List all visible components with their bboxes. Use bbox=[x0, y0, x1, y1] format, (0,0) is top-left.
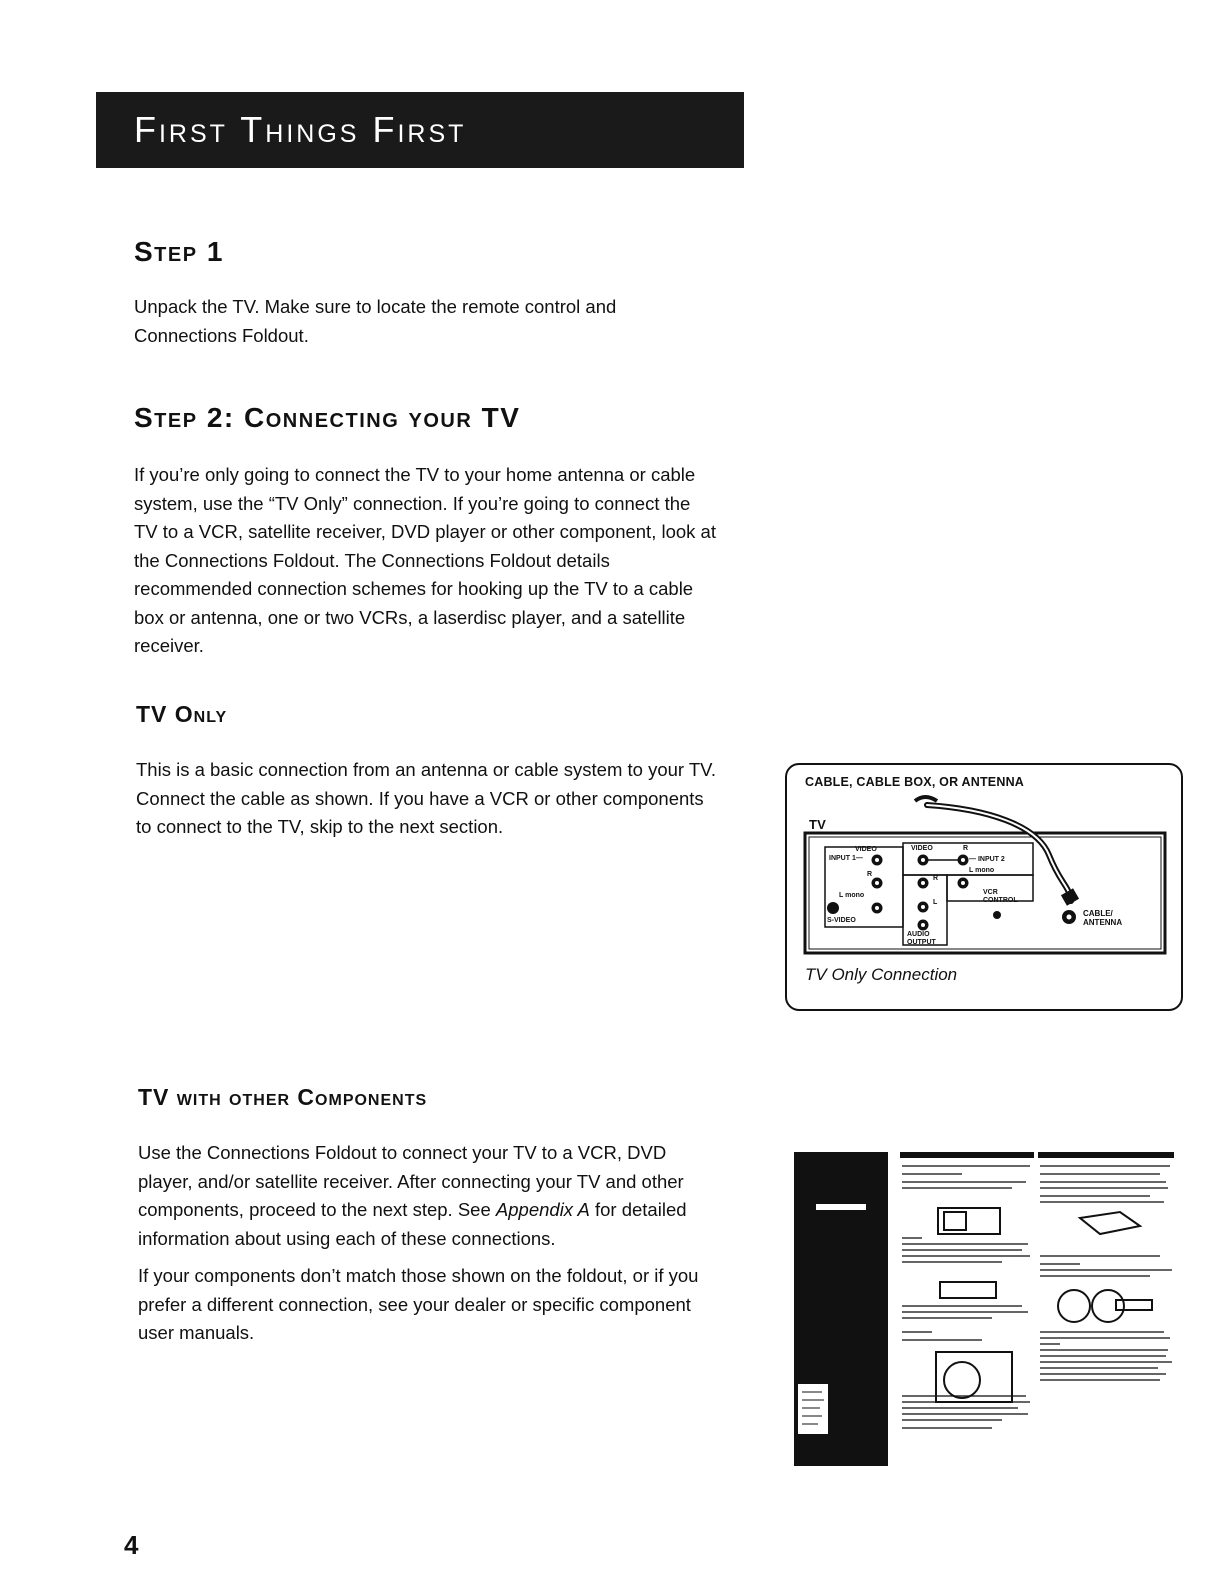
foldout-text-line bbox=[1040, 1166, 1172, 1380]
step2-heading: Step 2: Connecting your TV bbox=[134, 402, 521, 433]
foldout-vcr-icon bbox=[940, 1282, 996, 1298]
svideo-jack-icon bbox=[827, 902, 839, 914]
tv-other-line: components, proceed to the next step. See bbox=[138, 1199, 496, 1220]
vcr-control-jack-icon bbox=[993, 911, 1001, 919]
tv-other-line: If your components don’t match those shown on the foldout, or if you bbox=[138, 1265, 699, 1286]
jacks bbox=[827, 855, 1076, 931]
foldout-detail-circle-icon bbox=[1092, 1290, 1124, 1322]
step2-line: If you’re only going to connect the TV to your home antenna or cable bbox=[134, 464, 696, 485]
step1-heading: Step 1 bbox=[134, 236, 224, 267]
foldout-detail-circle-icon bbox=[1058, 1290, 1090, 1322]
step1-line: Connections Foldout. bbox=[134, 324, 309, 346]
tv-only-line: Connect the cable as shown. If you have a VCR or other components bbox=[136, 787, 704, 809]
foldout-page4-bar bbox=[1038, 1152, 1174, 1158]
step2-line: system, use the “TV Only” connection. If you’re going to connect the bbox=[134, 492, 691, 514]
appendix-reference: Appendix A bbox=[495, 1199, 590, 1220]
foldout-device-illustrations bbox=[936, 1208, 1152, 1402]
step1-paragraph bbox=[134, 293, 616, 350]
step1-line: Unpack the TV. Make sure to locate the remote control and bbox=[134, 296, 617, 317]
jack-center bbox=[875, 881, 879, 885]
jack-label-vcr-control: VCR CONTROL bbox=[983, 889, 1018, 904]
tv-other-heading: TV with other Components bbox=[138, 1084, 428, 1110]
jack-label-video2: VIDEO bbox=[911, 845, 933, 852]
jack-center bbox=[921, 881, 925, 885]
diagram-top-label: CABLE, CABLE BOX, OR ANTENNA bbox=[805, 775, 1025, 789]
jack-center bbox=[961, 858, 965, 862]
page-title-bar bbox=[96, 92, 744, 168]
jack-label-video1: VIDEO bbox=[855, 846, 877, 853]
foldout-page3-bar bbox=[900, 1152, 1034, 1158]
foldout-text-lines-col2 bbox=[1040, 1166, 1172, 1380]
tv-only-line: This is a basic connection from an antenna or cable system to your TV. bbox=[136, 759, 716, 780]
step2-line: box or antenna, one or two VCRs, a laserdisc player, and a satellite bbox=[134, 606, 686, 628]
page-title: First Things First bbox=[134, 109, 467, 150]
jack-center bbox=[1067, 915, 1072, 920]
jack-center bbox=[921, 905, 925, 909]
jack-center bbox=[875, 906, 879, 910]
step2-line: recommended connection schemes for hooking up the TV to a cable bbox=[134, 578, 694, 599]
jack-label-r1: R bbox=[867, 871, 873, 878]
tv-other-line: information about using each of these connections. bbox=[138, 1227, 556, 1249]
jack-label-svideo: S-VIDEO bbox=[827, 917, 856, 924]
tv-other-line: for detailed bbox=[589, 1199, 687, 1220]
jack-label-r2: R bbox=[963, 845, 969, 852]
jack-center bbox=[921, 923, 925, 927]
jack-label-lmono1: L mono bbox=[839, 892, 865, 899]
jack-center bbox=[875, 858, 879, 862]
cable-end-icon bbox=[915, 797, 937, 801]
jack-label-l3: L bbox=[933, 899, 938, 906]
jack-center bbox=[961, 881, 965, 885]
tv-only-connection-diagram bbox=[785, 763, 1183, 1011]
tv-only-line: to connect to the TV, skip to the next section. bbox=[136, 816, 504, 837]
jack-label-audio-output: AUDIO OUTPUT bbox=[907, 931, 936, 946]
foldout-player-icon bbox=[1116, 1300, 1152, 1310]
step2-line: the Connections Foldout. The Connections Foldout details bbox=[134, 549, 610, 571]
page-number: 4 bbox=[124, 1530, 139, 1560]
tv-other-line: player, and/or satellite receiver. After connecting your TV and other bbox=[138, 1170, 684, 1192]
jack-center bbox=[921, 858, 925, 862]
foldout-cover-logo-icon bbox=[816, 1204, 866, 1210]
tv-other-paragraph-2 bbox=[138, 1262, 698, 1348]
foldout-receiver-icon bbox=[1080, 1212, 1140, 1234]
tv-other-line: prefer a different connection, see your dealer or specific component bbox=[138, 1293, 691, 1315]
connections-foldout-thumbnail bbox=[794, 1152, 1174, 1466]
step2-paragraph bbox=[134, 461, 716, 661]
jack-label-cable-antenna: CABLE/ ANTENNA bbox=[1083, 909, 1123, 927]
foldout-jack-panel-icon bbox=[944, 1212, 966, 1230]
diagram-caption: TV Only Connection bbox=[805, 965, 958, 984]
coax-cable bbox=[927, 805, 1071, 901]
tv-only-paragraph bbox=[136, 756, 716, 842]
tv-other-paragraph-1 bbox=[138, 1139, 687, 1253]
jack-label-lmono2: L mono bbox=[969, 867, 995, 874]
cable-connector-icon bbox=[1061, 888, 1079, 905]
tv-other-line: user manuals. bbox=[138, 1322, 255, 1343]
step2-line: receiver. bbox=[134, 635, 204, 656]
jack-label-input2: — INPUT 2 bbox=[969, 856, 1005, 863]
foldout-detail-circle-icon bbox=[944, 1362, 980, 1398]
foldout-image bbox=[794, 1152, 1174, 1466]
jack-label-r3: R bbox=[933, 875, 939, 882]
diagram-tv-label: TV bbox=[809, 817, 827, 832]
step2-line: TV to a VCR, satellite receiver, DVD player or other component, look at bbox=[134, 521, 716, 542]
tv-other-line: Use the Connections Foldout to connect your TV to a VCR, DVD bbox=[138, 1142, 667, 1163]
tv-only-heading: TV Only bbox=[136, 701, 228, 727]
jack-label-input1: INPUT 1— bbox=[829, 855, 863, 862]
